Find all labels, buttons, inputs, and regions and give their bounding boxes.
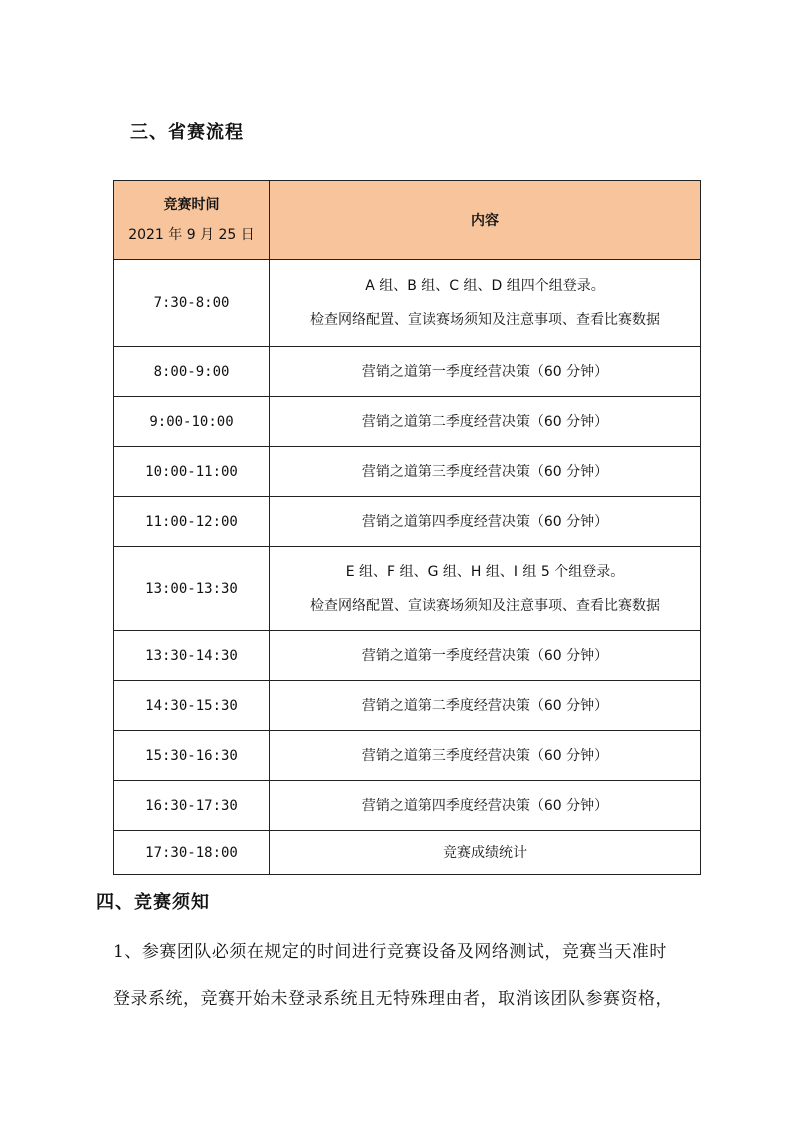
time-cell: 7:30-8:00	[114, 260, 270, 347]
content-line: A 组、B 组、C 组、D 组四个组登录。	[365, 278, 605, 294]
content-cell	[270, 497, 701, 547]
table-header-row	[114, 181, 701, 260]
schedule-table	[113, 180, 701, 875]
content-line: 营销之道第三季度经营决策（60 分钟）	[361, 463, 609, 480]
table-row	[114, 781, 701, 831]
header-content-cell: 内容	[270, 181, 701, 260]
content-cell	[270, 631, 701, 681]
header-time-label: 竞赛时间	[163, 197, 220, 213]
table-row	[114, 831, 701, 875]
table-row	[114, 547, 701, 631]
content-line: 营销之道第三季度经营决策（60 分钟）	[361, 747, 609, 764]
notice-paragraph-line-2: 登录系统，竞赛开始未登录系统且无特殊理由者，取消该团队参赛资格，	[113, 989, 673, 1009]
content-cell	[270, 260, 701, 347]
table-row	[114, 260, 701, 347]
table-row	[114, 347, 701, 397]
time-cell: 15:30-16:30	[114, 731, 270, 781]
table-row	[114, 447, 701, 497]
notice-paragraph-line-1: 1、参赛团队必须在规定的时间进行竞赛设备及网络测试，竞赛当天准时	[113, 942, 667, 962]
content-line: 营销之道第四季度经营决策（60 分钟）	[361, 797, 609, 814]
content-line: 营销之道第二季度经营决策（60 分钟）	[361, 697, 609, 714]
time-cell: 17:30-18:00	[114, 831, 270, 875]
table-row	[114, 631, 701, 681]
table-row	[114, 681, 701, 731]
content-line: 营销之道第一季度经营决策（60 分钟）	[361, 363, 609, 380]
content-cell	[270, 347, 701, 397]
table-row	[114, 497, 701, 547]
time-cell: 11:00-12:00	[114, 497, 270, 547]
content-line: 营销之道第一季度经营决策（60 分钟）	[361, 647, 609, 664]
time-cell: 8:00-9:00	[114, 347, 270, 397]
content-line: 检查网络配置、宣读赛场须知及注意事项、查看比赛数据	[310, 312, 660, 328]
content-line: 竞赛成绩统计	[443, 844, 527, 861]
section-title-notice: 四、竞赛须知	[96, 892, 210, 913]
header-date: 2021 年 9 月 25 日	[128, 227, 255, 243]
table-row	[114, 731, 701, 781]
header-time-cell	[114, 181, 270, 260]
content-line: 营销之道第二季度经营决策（60 分钟）	[361, 413, 609, 430]
time-cell: 16:30-17:30	[114, 781, 270, 831]
time-cell: 13:00-13:30	[114, 547, 270, 631]
schedule-body	[114, 260, 701, 875]
content-cell	[270, 547, 701, 631]
content-line: 营销之道第四季度经营决策（60 分钟）	[361, 513, 609, 530]
content-line: 检查网络配置、宣读赛场须知及注意事项、查看比赛数据	[310, 597, 660, 614]
content-cell	[270, 397, 701, 447]
time-cell: 13:30-14:30	[114, 631, 270, 681]
content-cell	[270, 781, 701, 831]
content-cell	[270, 681, 701, 731]
time-cell: 9:00-10:00	[114, 397, 270, 447]
content-cell	[270, 831, 701, 875]
time-cell: 10:00-11:00	[114, 447, 270, 497]
content-line: E 组、F 组、G 组、H 组、I 组 5 个组登录。	[345, 563, 625, 580]
content-cell	[270, 447, 701, 497]
table-row	[114, 397, 701, 447]
section-title-process: 三、省赛流程	[130, 122, 244, 143]
time-cell: 14:30-15:30	[114, 681, 270, 731]
content-cell	[270, 731, 701, 781]
